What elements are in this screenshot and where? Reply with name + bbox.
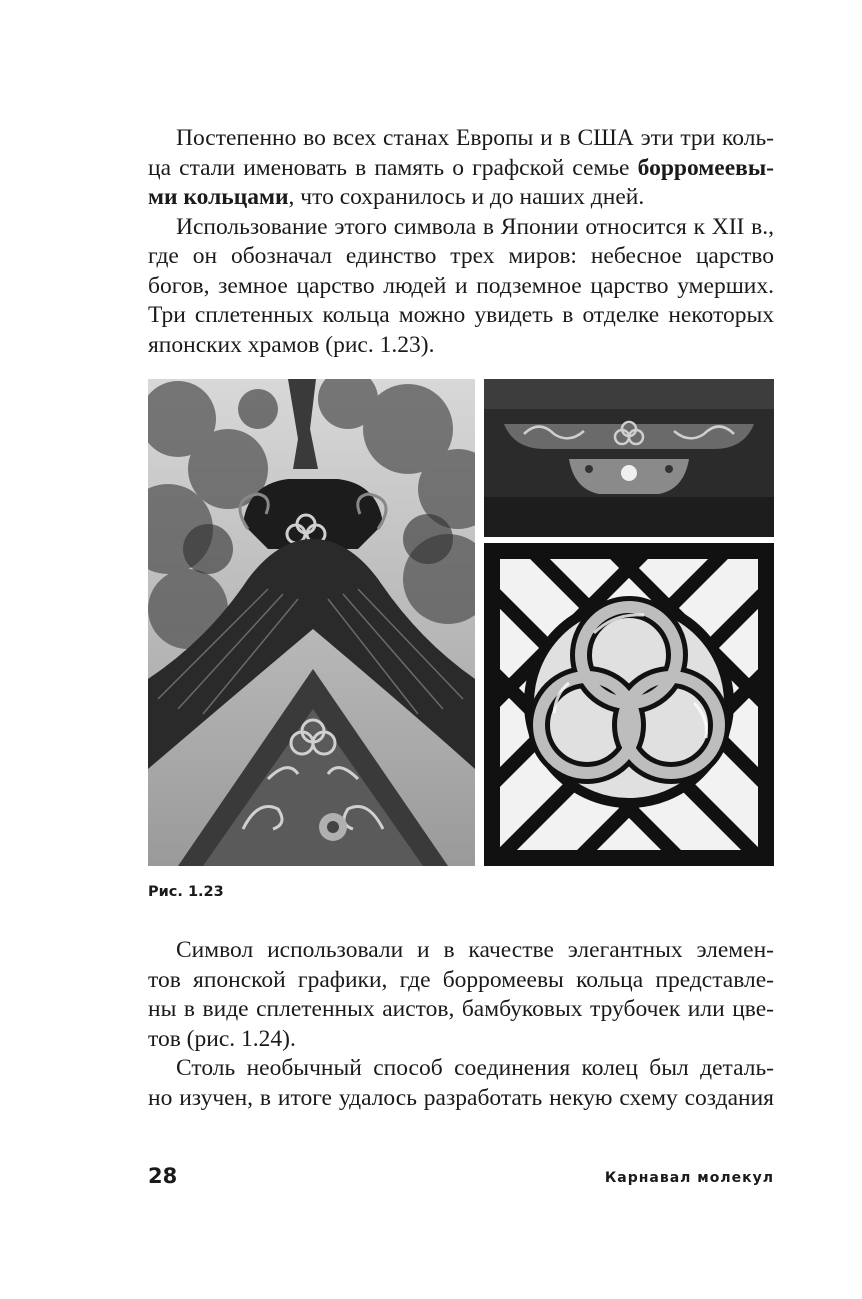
text-line: Постепенно во всех станах Европы и в США эти три коль- (176, 125, 774, 151)
bold-term: борромеевы- (637, 154, 774, 181)
text-line: Символ использовали и в качестве элегантных элемен- (176, 937, 774, 963)
text-line: ца стали именовать в память о графской семье борромеевы- (148, 154, 774, 181)
text-line: но изучен, в итоге удалось разработать некую схему создания (148, 1084, 774, 1111)
text-line: Столь необычный способ соединения колец был деталь- (176, 1055, 774, 1081)
running-title: Карнавал молекул (604, 1170, 774, 1186)
body-text-top (148, 124, 774, 360)
bold-term: ми кольцами (148, 184, 289, 210)
page-number: 28 (148, 1164, 178, 1188)
figure-caption: Рис. 1.23 (148, 884, 224, 900)
text-line: Три сплетенных кольца можно увидеть в отделке некоторых (148, 302, 774, 328)
text-line: Использование этого символа в Японии относится к XII в., (176, 213, 774, 240)
text-line: японских храмов (рис. 1.23). (148, 331, 435, 358)
lattice-rings-photo (484, 543, 774, 866)
carved-ornament-photo (484, 379, 774, 537)
text-line: тов японской графики, где борромеевы кольца представле- (148, 966, 774, 993)
temple-gable-photo (148, 379, 475, 866)
text-line: тов (рис. 1.24). (148, 1025, 296, 1052)
text-line: где он обозначал единство трех миров: небесное царство (148, 243, 774, 269)
text-line: ми кольцами, что сохранилось и до наших дней. (148, 184, 645, 210)
text-line: ны в виде сплетенных аистов, бамбуковых трубочек или цве- (148, 996, 774, 1022)
text-line: богов, земное царство людей и подземное царство умерших. (148, 272, 774, 299)
body-text-bottom (148, 936, 774, 1113)
